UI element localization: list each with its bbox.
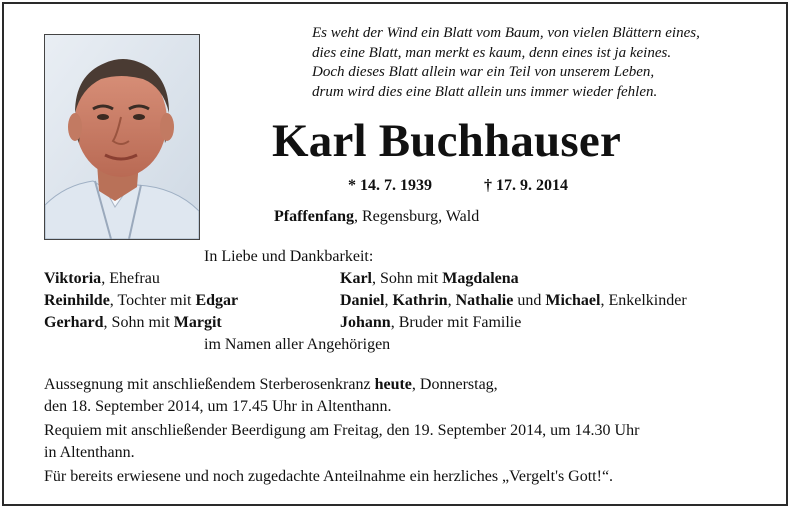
mourner-name: Magdalena: [442, 270, 519, 287]
mourners-outro: im Namen aller Angehörigen: [204, 336, 391, 353]
poem-line: Es weht der Wind ein Blatt vom Baum, von vielen Blättern eines,: [312, 25, 700, 41]
mourner-name: Daniel: [340, 292, 385, 309]
mourner-relation: , Sohn mit: [103, 314, 174, 331]
thanks-note: Für bereits erwiesene und noch zugedachte Anteilnahme ein herzliches „Vergelt's Gott!“.: [44, 468, 614, 485]
mourner-right: [340, 312, 521, 334]
portrait-photo: [44, 34, 200, 240]
mourner-left: [44, 290, 238, 312]
mourner-relation: , Sohn mit: [372, 270, 443, 287]
poem-line: Doch dieses Blatt allein war ein Teil von unserem Leben,: [312, 64, 655, 80]
mourner-name: Gerhard: [44, 314, 104, 331]
residence-region: , Regensburg, Wald: [353, 208, 480, 225]
mourner-right: [340, 268, 519, 290]
mourner-left: [44, 312, 222, 334]
service-requiem: Requiem mit anschließender Beerdigung am Freitag, den 19. September 2014, um 14.30 Uhr: [44, 422, 640, 439]
residence-village: Pfaffenfang: [274, 208, 354, 225]
mourner-separator: ,: [384, 292, 393, 309]
mourner-relation: , Ehefrau: [101, 270, 160, 287]
mourners-intro: In Liebe und Dankbarkeit:: [204, 248, 374, 265]
service-blessing: [44, 374, 784, 396]
deceased-name: Karl Buchhauser: [272, 115, 622, 167]
mourner-name: Reinhilde: [44, 292, 110, 309]
service-emphasis: heute: [374, 376, 412, 393]
death-date: † 17. 9. 2014: [484, 177, 568, 194]
mourner-name: Nathalie: [455, 292, 514, 309]
service-blessing-date: den 18. September 2014, um 17.45 Uhr in Altenthann.: [44, 398, 392, 415]
service-text: Aussegnung mit anschließendem Sterberosenkranz: [44, 376, 375, 393]
mourner-name: Johann: [340, 314, 391, 331]
mourner-name: Karl: [340, 270, 372, 287]
mourner-name: Edgar: [195, 292, 239, 309]
mourner-separator: ,: [447, 292, 456, 309]
mourner-separator: und: [513, 292, 546, 309]
residence: [274, 206, 479, 228]
mourner-relation: , Bruder mit Familie: [390, 314, 522, 331]
poem-line: drum wird dies eine Blatt allein uns immer wieder fehlen.: [312, 83, 658, 100]
mourner-name: Viktoria: [44, 270, 102, 287]
mourner-name: Kathrin: [392, 292, 448, 309]
birth-date: * 14. 7. 1939: [348, 177, 432, 194]
mourner-right: [340, 290, 687, 312]
mourner-relation: , Tochter mit: [109, 292, 196, 309]
obituary-notice: [2, 2, 788, 506]
poem: [312, 24, 782, 102]
service-text: , Donnerstag,: [411, 376, 498, 393]
service-requiem-place: in Altenthann.: [44, 444, 135, 461]
mourner-left: [44, 268, 160, 290]
mourner-relation: , Enkelkinder: [600, 292, 687, 309]
mourner-name: Michael: [545, 292, 601, 309]
portrait-photo-icon: [45, 35, 199, 239]
poem-line: dies eine Blatt, man merkt es kaum, denn eines ist ja keines.: [312, 44, 672, 61]
mourner-name: Margit: [173, 314, 222, 331]
